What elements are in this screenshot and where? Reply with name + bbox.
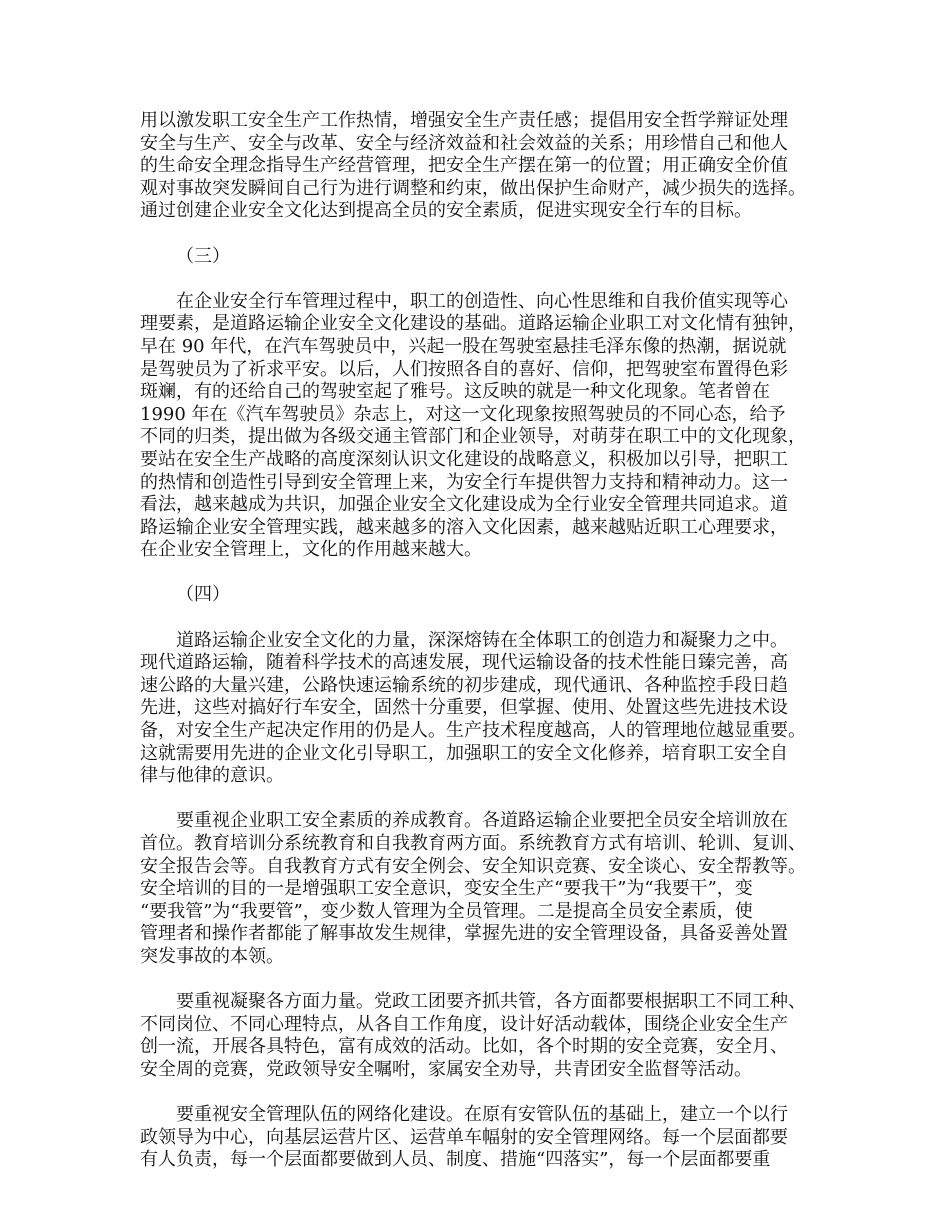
text-line: 要重视安全管理队伍的网络化建设。在原有安管队伍的基础上，建立一个以行	[176, 1104, 788, 1126]
section-heading-3: （三）	[176, 245, 230, 267]
text-line: 路运输企业安全管理实践，越来越多的溶入文化因素，越来越贴近职工心理要求，	[140, 516, 788, 538]
document-page	[140, 110, 820, 1172]
paragraph-section4-3	[140, 991, 820, 1081]
text-line: 备，对安全生产起决定作用的仍是人。生产技术程度越高，人的管理地位越显重要。	[140, 720, 806, 742]
text-line: 这就需要用先进的企业文化引导职工，加强职工的安全文化修养，培育职工安全自	[140, 742, 788, 764]
text-line: 速公路的大量兴建，公路快速运输系统的初步建成，现代通讯、各种监控手段日趋	[140, 674, 788, 696]
paragraph-section4-1	[140, 630, 820, 788]
text-line: 早在 90 年代，在汽车驾驶员中，兴起一股在驾驶室悬挂毛泽东像的热潮，据说就	[140, 335, 787, 357]
text-line: “要我管”为“我要管”，变少数人管理为全员管理。二是提高全员安全素质，使	[140, 900, 753, 922]
text-line: 要重视企业职工安全素质的养成教育。各道路运输企业要把全员安全培训放在	[176, 810, 788, 832]
section-heading-4: （四）	[176, 584, 230, 606]
text-line: 律与他律的意识。	[140, 765, 284, 787]
text-line: 的生命安全理念指导生产经营管理，把安全生产摆在第一的位置；用正确安全价值	[140, 155, 788, 177]
text-line: 观对事故突发瞬间自己行为进行调整和约束，做出保护生命财产，减少损失的选择。	[140, 177, 806, 199]
text-line: 1990 年在《汽车驾驶员》杂志上，对这一文化现象按照驾驶员的不同心态，给予	[140, 403, 786, 425]
text-line: 有人负责，每一个层面都要做到人员、制度、措施“四落实”，每一个层面都要重	[140, 1149, 771, 1171]
text-line: 在企业安全行车管理过程中，职工的创造性、向心性思维和自我价值实现等心	[176, 290, 788, 312]
paragraph-section4-4	[140, 1104, 820, 1172]
text-line: 现代道路运输，随着科学技术的高速发展，现代运输设备的技术性能日臻完善，高	[140, 652, 788, 674]
text-line: 用以激发职工安全生产工作热情，增强安全生产责任感；提倡用安全哲学辩证处理	[140, 110, 788, 131]
text-line: 安全周的竞赛，党政领导安全嘱咐，家属安全劝导，共青团安全监督等活动。	[140, 1058, 752, 1080]
text-line: 要重视凝聚各方面力量。党政工团要齐抓共管，各方面都要根据职工不同工种、	[176, 991, 806, 1013]
text-line: 安全与生产、安全与改革、安全与经济效益和社会效益的关系；用珍惜自己和他人	[140, 132, 788, 154]
text-line: 通过创建企业安全文化达到提高全员的安全素质，促进实现安全行车的目标。	[140, 200, 752, 222]
text-line: 安全报告会等。自我教育方式有安全例会、安全知识竞赛、安全谈心、安全帮教等。	[140, 855, 806, 877]
paragraph-section4-2	[140, 810, 820, 968]
text-line: 斑斓，有的还给自己的驾驶室起了雅号。这反映的就是一种文化现象。笔者曾在	[140, 381, 770, 403]
text-line: 创一流，开展各具特色，富有成效的活动。比如，各个时期的安全竞赛，安全月、	[140, 1036, 788, 1058]
text-line: 不同岗位、不同心理特点，从各自工作角度，设计好活动载体，围绕企业安全生产	[140, 1013, 788, 1035]
text-line: 安全培训的目的一是增强职工安全意识，变安全生产“要我干”为“我要干”，变	[140, 878, 753, 900]
text-line: 先进，这些对搞好行车安全，固然十分重要，但掌握、使用、处置这些先进技术设	[140, 697, 788, 719]
text-line: 道路运输企业安全文化的力量，深深熔铸在全体职工的创造力和凝聚力之中。	[176, 629, 788, 651]
text-line: 要站在安全生产战略的高度深刻认识文化建设的战略意义，积极加以引导，把职工	[140, 448, 788, 470]
text-line: 看法，越来越成为共识，加强企业安全文化建设成为全行业安全管理共同追求。道	[140, 494, 788, 516]
text-line: 是驾驶员为了祈求平安。以后，人们按照各自的喜好、信仰，把驾驶室布置得色彩	[140, 358, 788, 380]
text-line: 管理者和操作者都能了解事故发生规律，掌握先进的安全管理设备，具备妥善处置	[140, 923, 788, 945]
text-line: 政领导为中心，向基层运营片区、运营单车幅射的安全管理网络。每一个层面都要	[140, 1126, 788, 1148]
paragraph-intro	[140, 110, 820, 223]
text-line: 理要素，是道路运输企业安全文化建设的基础。道路运输企业职工对文化情有独钟，	[140, 313, 806, 335]
text-line: 突发事故的本领。	[140, 945, 284, 967]
text-line: 的热情和创造性引导到安全管理上来，为安全行车提供智力支持和精神动力。这一	[140, 471, 788, 493]
text-line: 首位。教育培训分系统教育和自我教育两方面。系统教育方式有培训、轮训、复训、	[140, 833, 806, 854]
text-line: 在企业安全管理上，文化的作用越来越大。	[140, 539, 482, 561]
text-line: 不同的归类，提出做为各级交通主管部门和企业领导，对萌芽在职工中的文化现象，	[140, 426, 806, 448]
paragraph-section3	[140, 291, 820, 562]
